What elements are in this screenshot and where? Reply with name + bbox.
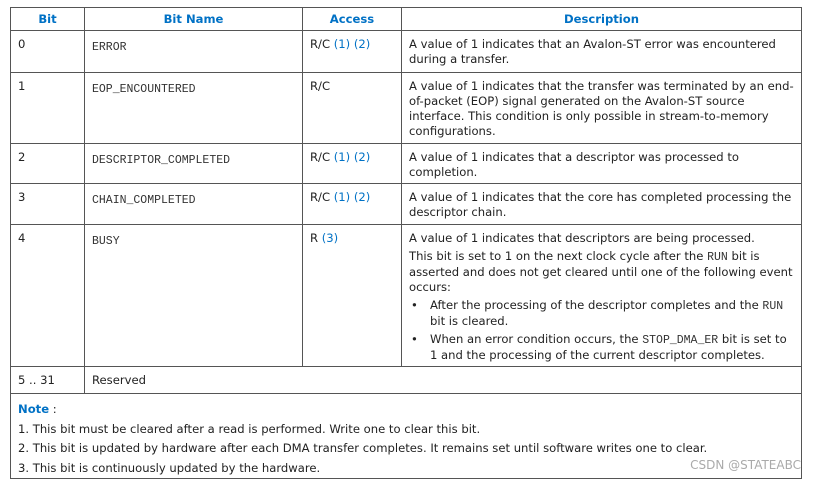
- table-row: [11, 144, 802, 184]
- watermark: CSDN @STATEABC: [690, 458, 801, 472]
- description-line: A value of 1 indicates that descriptors are being processed.: [409, 231, 755, 245]
- table-row: [11, 31, 802, 73]
- bit-cell: 0: [11, 31, 85, 73]
- access: R/C: [310, 190, 331, 204]
- header-row: [11, 8, 802, 31]
- table-row: [11, 73, 802, 144]
- table-row: [11, 225, 802, 367]
- footnote-ref[interactable]: (1) (2): [333, 150, 371, 164]
- note-item: 2. This bit is updated by hardware after each DMA transfer completes. It remains set until software writes one to clear.: [18, 441, 708, 455]
- footnote-ref[interactable]: (3): [321, 231, 339, 245]
- note-item: 3. This bit is continuously updated by the hardware.: [18, 460, 321, 475]
- access: R/C: [310, 79, 331, 93]
- bit-cell: 1: [11, 73, 85, 144]
- list-item: • When an error condition occurs, the STOP_DMA_ER bit is set to 1 and the processing of the current descriptor completes.: [409, 332, 794, 363]
- bit-name: ERROR: [92, 41, 127, 54]
- register-bit-table: [10, 7, 802, 479]
- description: [402, 225, 802, 367]
- access: R/C: [310, 150, 331, 164]
- condition-list: [409, 298, 794, 363]
- header-access: Access: [303, 8, 402, 31]
- bit-cell: 3: [11, 184, 85, 225]
- description: A value of 1 indicates that a descriptor was processed to completion.: [402, 144, 802, 184]
- busy-detail: This bit is set to 1 on the next clock cycle after the RUN bit is asserted and does not get cleared until one of the following event occurs:: [409, 249, 793, 294]
- bit-cell: 5 .. 31: [11, 367, 85, 394]
- bit-name: DESCRIPTOR_COMPLETED: [92, 154, 231, 167]
- bit-cell: 2: [11, 144, 85, 184]
- footnote-ref[interactable]: (1) (2): [333, 37, 371, 51]
- bit-name: EOP_ENCOUNTERED: [92, 83, 196, 96]
- note-item: 1. This bit must be cleared after a read is performed. Write one to clear this bit.: [18, 421, 481, 436]
- description: A value of 1 indicates that the core has completed processing the descriptor chain.: [402, 184, 802, 225]
- reserved-cell: Reserved: [85, 367, 802, 394]
- note-cell: [11, 394, 802, 479]
- description: A value of 1 indicates that an Avalon-ST error was encountered during a transfer.: [402, 31, 802, 73]
- header-description: Description: [402, 8, 802, 31]
- header-bit: Bit: [11, 8, 85, 31]
- note-colon: :: [49, 402, 57, 416]
- note-row: [11, 394, 802, 479]
- access: R: [310, 231, 319, 245]
- bit-cell: 4: [11, 225, 85, 367]
- header-bit-name: Bit Name: [85, 8, 303, 31]
- table-row: [11, 184, 802, 225]
- access: R/C: [310, 37, 331, 51]
- description: A value of 1 indicates that the transfer was terminated by an end-of-packet (EOP) signal generated on the Avalon-ST source interface. This condition is only possible in stream-to-memory configurations.: [402, 73, 802, 144]
- bit-name: CHAIN_COMPLETED: [92, 194, 196, 207]
- table-row: [11, 367, 802, 394]
- list-item: • After the processing of the descriptor completes and the RUN bit is cleared.: [409, 298, 794, 329]
- bit-name: BUSY: [92, 235, 120, 248]
- footnote-ref[interactable]: (1) (2): [333, 190, 371, 204]
- note-title: Note: [18, 402, 50, 416]
